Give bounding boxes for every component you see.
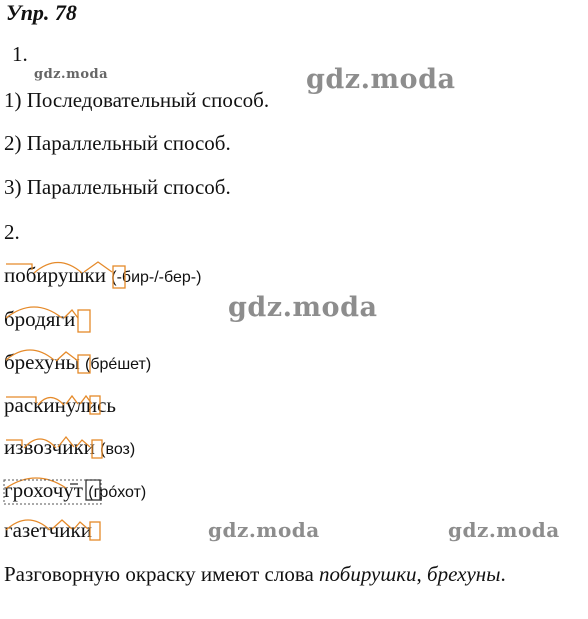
section-1-number: 1. xyxy=(12,42,28,66)
word-row xyxy=(4,518,92,543)
analyzed-word: грохочут xyxy=(4,478,83,502)
analyzed-word: извозчики xyxy=(4,435,95,459)
word-row xyxy=(4,435,135,460)
watermark: gdz.moda xyxy=(228,292,378,323)
word-row xyxy=(4,350,151,375)
word-row xyxy=(4,478,146,503)
word-row xyxy=(4,393,116,418)
exercise-title: Упр. 78 xyxy=(6,0,77,25)
word-note: (брéшет) xyxy=(85,356,152,373)
analyzed-word: брехуны xyxy=(4,350,80,374)
analyzed-word: бродяги xyxy=(4,307,76,331)
analyzed-word: газетчики xyxy=(4,518,92,542)
emphasized-word: побирушки xyxy=(319,562,417,586)
watermark: gdz.moda xyxy=(34,67,109,82)
analyzed-word: раскинулись xyxy=(4,393,117,417)
word-note: (воз) xyxy=(100,441,136,458)
answer-item-2: 2) Параллельный способ. xyxy=(4,131,231,155)
answer-item-3: 3) Параллельный способ. xyxy=(4,175,231,199)
ending-box xyxy=(78,310,90,332)
watermark: gdz.moda xyxy=(448,518,560,542)
word-row xyxy=(4,307,75,332)
analyzed-word: побирушки xyxy=(4,263,106,287)
watermark: gdz.moda xyxy=(208,518,320,542)
word-note: (-бир-/-бер-) xyxy=(111,269,202,286)
conclusion-sentence: Разговорную окраску имеют слова побирушки, брехуны. xyxy=(4,562,506,586)
word-row xyxy=(4,263,201,288)
word-note: (грóхот) xyxy=(88,484,147,501)
emphasized-word: брехуны xyxy=(427,562,501,586)
section-2-number: 2. xyxy=(4,220,20,244)
answer-item-1: 1) Последовательный способ. xyxy=(4,88,270,112)
watermark: gdz.moda xyxy=(306,64,456,95)
